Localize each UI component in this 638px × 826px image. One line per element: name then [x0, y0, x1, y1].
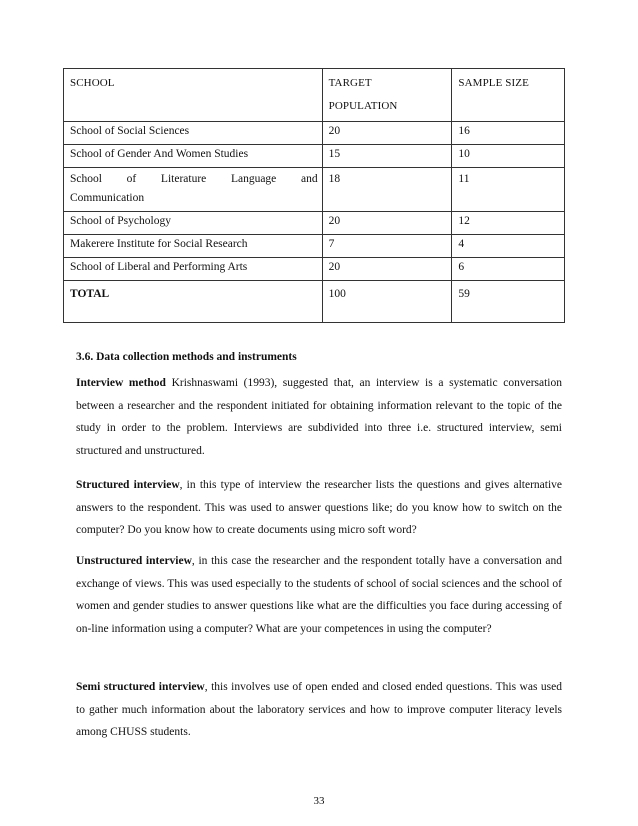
cell-target: 20 [322, 212, 452, 235]
cell-school: School of Social Sciences [64, 122, 323, 145]
header-sample-size: SAMPLE SIZE [452, 69, 565, 122]
term-structured-interview: Structured interview [76, 479, 180, 491]
cell-school-line2: Communication [70, 192, 145, 204]
cell-target: 15 [322, 145, 452, 168]
page-number: 33 [313, 795, 325, 807]
section-heading: 3.6. Data collection methods and instruments [76, 351, 297, 363]
cell-school: Makerere Institute for Social Research [64, 235, 323, 258]
text-semi-structured-interview: , this involves use of open ended and closed ended questions. This was used to gather much information about the laboratory services and how to improve computer literacy levels among CHUSS students. [76, 681, 562, 738]
header-school: SCHOOL [64, 69, 323, 122]
term-semi-structured-interview: Semi structured interview [76, 681, 205, 693]
cell-target: 20 [322, 258, 452, 281]
cell-target: 7 [322, 235, 452, 258]
cell-target: 18 [322, 168, 452, 212]
total-label: TOTAL [64, 281, 323, 323]
table-header-row [64, 69, 565, 122]
cell-sample: 10 [452, 145, 565, 168]
table-row [64, 258, 565, 281]
table-row [64, 235, 565, 258]
cell-sample: 16 [452, 122, 565, 145]
cell-sample: 12 [452, 212, 565, 235]
header-target-population: TARGET POPULATION [322, 69, 452, 122]
cell-school: School of Liberal and Performing Arts [64, 258, 323, 281]
term-interview-method: Interview method [76, 377, 166, 389]
sample-size-table [63, 68, 565, 323]
text-structured-interview: , in this type of interview the researcher lists the questions and gives alternative answers to the respondent. This was used to answer questions like; do you know how to switch on the computer? Do you know how to create documents using micro soft word? [76, 479, 562, 536]
total-target: 100 [322, 281, 452, 323]
table-row [64, 168, 565, 212]
paragraph-semi-structured-interview [76, 676, 562, 744]
cell-target: 20 [322, 122, 452, 145]
cell-school [64, 168, 323, 212]
text-interview-method: Krishnaswami (1993), suggested that, an interview is a systematic conversation between a researcher and the respondent initiated for obtaining information relevant to the topic of the study in order to the problem. Interviews are subdivided into three i.e. structured interview, semi structured and unstructured. [76, 377, 562, 457]
cell-school-line1: School of Literature Language and [70, 173, 318, 185]
paragraph-interview-method [76, 372, 562, 462]
cell-school: School of Psychology [64, 212, 323, 235]
text-unstructured-interview: , in this case the researcher and the respondent totally have a conversation and exchange of views. This was used especially to the students of school of social sciences and the school of women and gender studies to answer questions like what are the difficulties you face during accessing of on-line information using a computer? What are your competences in using the computer? [76, 555, 562, 635]
total-sample: 59 [452, 281, 565, 323]
term-unstructured-interview: Unstructured interview [76, 555, 192, 567]
table-total-row [64, 281, 565, 323]
table-row [64, 145, 565, 168]
table-row [64, 122, 565, 145]
paragraph-unstructured-interview [76, 550, 562, 640]
cell-school: School of Gender And Women Studies [64, 145, 323, 168]
cell-sample: 4 [452, 235, 565, 258]
table-row [64, 212, 565, 235]
cell-sample: 11 [452, 168, 565, 212]
cell-sample: 6 [452, 258, 565, 281]
paragraph-structured-interview [76, 474, 562, 542]
